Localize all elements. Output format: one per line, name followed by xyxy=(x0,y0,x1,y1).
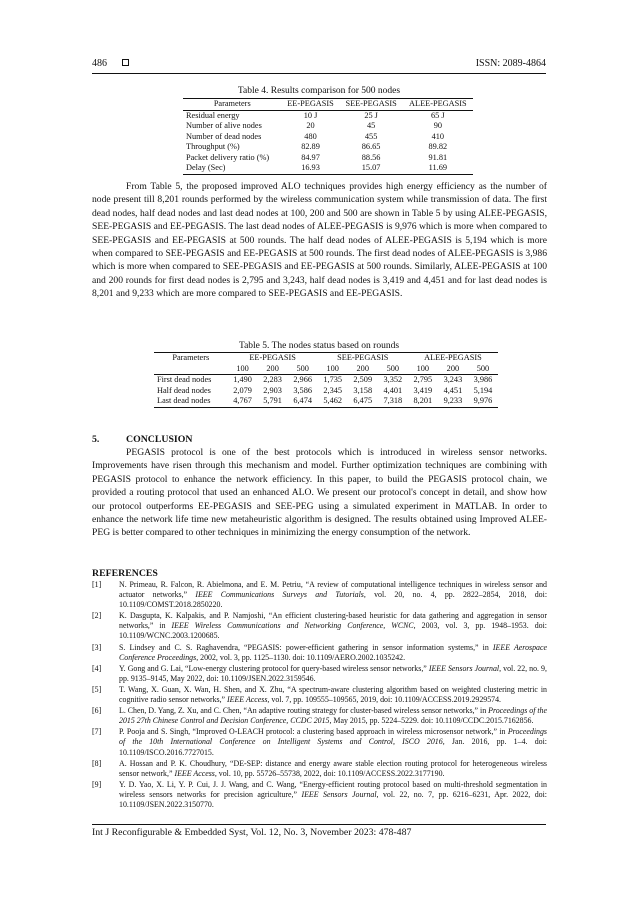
table5-cell: 4,401 xyxy=(383,385,403,395)
table5-cell: 2,509 xyxy=(353,375,373,384)
table5-cell: 2,079 xyxy=(233,385,252,395)
table4-caption: Table 4. Results comparison for 500 nodes xyxy=(237,86,401,96)
reference-text: Y. Gong and G. Lai, “Low-energy clustering protocol for query-based wireless sensor networks,” xyxy=(119,663,429,673)
reference-text: S. Lindsey and C. S. Raghavendra, “PEGASIS: power-efficient gathering in sensor information systems,” in xyxy=(119,642,493,652)
table4-cell: 86.65 xyxy=(361,142,381,151)
reference-text: Y. D. Yao, X. Li, Y. P. Cui, J. J. Wang, and C. Wang, “Energy-efficient routing protocol based on multi-threshold segmentation in wireless sensors networks for precision agriculture,” xyxy=(119,779,547,799)
table5-cell: 5,462 xyxy=(323,396,343,405)
table5-cell: 4,767 xyxy=(233,396,252,405)
reference-text: P. Pooja and S. Singh, “Improved O-LEACH protocol: a clustering based approach in wireless microsensor network,” in xyxy=(119,727,508,737)
reference-item xyxy=(92,685,547,705)
square-box-icon xyxy=(122,59,129,66)
table5-cell: 9,976 xyxy=(473,396,493,405)
table5-group-header: SEE-PEGASIS xyxy=(337,353,389,362)
reference-number: [7] xyxy=(92,727,102,737)
table4-cell: 16.93 xyxy=(301,163,320,172)
table5-cell: 3,352 xyxy=(383,375,403,384)
references-heading: REFERENCES xyxy=(92,568,158,579)
table4-row xyxy=(183,163,473,174)
reference-text: N. Primeau, R. Falcon, R. Abielmona, and E. M. Petriu, “A review of computational intelligence techniques in wireless sensor and actuator networks,” xyxy=(119,580,547,600)
reference-number: [2] xyxy=(92,611,102,621)
table4-cell: 11.69 xyxy=(428,163,448,172)
table4-header-cell: EE-PEGASIS xyxy=(287,99,334,108)
table4-header-cell: ALEE-PEGASIS xyxy=(409,99,467,108)
table5-round-header: 100 xyxy=(236,363,249,373)
running-header xyxy=(92,58,546,72)
reference-venue: IEEE Sensors Journal xyxy=(428,663,500,673)
table5-cell: 3,986 xyxy=(473,375,493,384)
table5-caption: Table 5. The nodes status based on rounds xyxy=(238,341,400,351)
table5-round-header: 500 xyxy=(296,363,309,373)
reference-text: , 2002, vol. 3, pp. 1125–1130. doi: 10.1109/AERO.2002.1035242. xyxy=(196,652,406,662)
reference-venue: Proceedings of the 2015 27th Chinese Control and Decision Conference, CCDC 2015 xyxy=(119,706,547,726)
table5-cell: 5,194 xyxy=(473,385,493,395)
table5-row-label: Last dead nodes xyxy=(157,396,211,405)
table5-row xyxy=(154,375,498,386)
reference-number: [5] xyxy=(92,684,102,694)
table5-group-header: EE-PEGASIS xyxy=(249,353,296,362)
reference-venue: IEEE Wireless Communications and Networking Conference, WCNC xyxy=(171,621,414,631)
table5-round-header: 200 xyxy=(446,363,460,373)
reference-text: , vol. 20, no. 4, pp. 2822–2854, 2018, doi: 10.1109/COMST.2018.2850220. xyxy=(119,590,548,610)
section-heading: 5. CONCLUSION xyxy=(92,434,193,445)
table5-cell: 3,586 xyxy=(293,385,312,395)
table4-row xyxy=(183,142,473,153)
reference-text: A. Hossan and P. K. Choudhury, “DE-SEP: distance and energy aware stable election routing protocol for heterogeneous wireless sensor network,” xyxy=(119,758,547,778)
table4-cell: Residual energy xyxy=(186,110,240,120)
table4-cell: Number of dead nodes xyxy=(186,131,262,141)
table5-cell: 3,419 xyxy=(413,385,433,395)
page-footer: Int J Reconfigurable & Embedded Syst, Vol. 12, No. 3, November 2023: 478-487 xyxy=(92,827,412,838)
reference-text: K. Dasgupta, K. Kalpakis, and P. Namjoshi, “An efficient clustering-based heuristic for data gathering and aggregation in sensor networks,” in xyxy=(119,611,547,631)
table5-round-header: 500 xyxy=(386,363,400,373)
table5-cell: 2,903 xyxy=(263,385,282,395)
reference-item xyxy=(92,759,547,779)
table5-cell: 2,283 xyxy=(263,375,282,384)
table4-cell: 88.56 xyxy=(361,152,381,162)
reference-venue: Proceedings of the 10th International Conference on Intelligent Systems and Control, ISCO 2016 xyxy=(119,727,547,747)
issn: ISSN: 2089-4864 xyxy=(475,58,546,69)
conclusion-text: PEGASIS protocol is one of the best protocols which is introduced in wireless sensor networks. Improvements have risen through this mechanism and model. Further optimization techniques are combining with PEGASIS protocol to enhance the network efficiency. In this paper, to build the PEGASIS protocol chain, we provided a routing protocol that used an enhanced ALO. We present our protocol's concept in detail, and show how our protocol outperforms EE-PEGASIS and SEE-PEG using a simulated experiment in MATLAB. In order to enhance the network life time new metaheuristic algorithm is designed. The results obtained using Improved ALEE-PEG is better compared to other techniques in minimizing the energy consumption of the network. xyxy=(92,447,547,539)
table4-cell: 10 J xyxy=(303,110,318,120)
reference-text: L. Chen, D. Yang, Z. Xu, and C. Chen, “An adaptive routing strategy for cluster-based wireless sensor networks,” in xyxy=(119,706,489,716)
table4-row xyxy=(183,132,473,143)
table5-cell: 1,735 xyxy=(323,375,343,384)
table4-cell: 84.97 xyxy=(301,152,320,162)
reference-text: , Jan. 2016, pp. 1–4. doi: 10.1109/ISCO.2016.7727015. xyxy=(119,737,547,757)
reference-item xyxy=(92,611,547,641)
reference-number: [1] xyxy=(92,580,102,589)
table4-cell: Throughput (%) xyxy=(186,142,240,151)
table4-header-cell: Parameters xyxy=(213,99,251,108)
table5-row xyxy=(154,386,498,397)
table4-header-cell: SEE-PEGASIS xyxy=(345,99,397,108)
table4-cell: Number of alive nodes xyxy=(186,121,262,130)
table5 xyxy=(154,352,498,408)
table4-cell: 65 J xyxy=(431,110,445,120)
reference-item xyxy=(92,727,547,757)
reference-venue: IEEE Sensors Journal xyxy=(301,789,377,799)
reference-venue: IEEE Aerospace Conference Proceedings xyxy=(119,642,547,662)
table4-row xyxy=(183,153,473,164)
table5-param-header: Parameters xyxy=(172,353,210,362)
table5-row-label: First dead nodes xyxy=(157,375,212,384)
reference-venue: IEEE Access xyxy=(227,695,268,705)
reference-venue: IEEE Access xyxy=(174,768,215,778)
reference-text: , vol. 22, no. 9, pp. 9135–9145, May 2022, doi: 10.1109/JSEN.2022.3159546. xyxy=(119,663,547,683)
table4-cell: 82.89 xyxy=(301,142,320,151)
table4-cell: 480 xyxy=(304,131,317,141)
table5-group-row xyxy=(154,353,498,364)
table5-round-header: 500 xyxy=(476,363,490,373)
body-paragraph xyxy=(92,180,547,301)
table5-round-header: 100 xyxy=(416,363,430,373)
table5-row xyxy=(154,396,498,407)
reference-venue: IEEE Communications Surveys and Tutorials xyxy=(195,590,364,600)
reference-number: [3] xyxy=(92,642,102,652)
reference-text: , vol. 7, pp. 109555–109565, 2019, doi: 10.1109/ACCESS.2019.2929574. xyxy=(267,695,502,705)
reference-text: , 2003, vol. 3, pp. 1948–1953. doi: 10.1109/WCNC.2003.1200685. xyxy=(119,621,547,641)
reference-item xyxy=(92,664,547,684)
table4-cell: 90 xyxy=(433,121,442,130)
table5-cell: 6,475 xyxy=(353,396,373,405)
table5-cell: 9,233 xyxy=(443,396,463,405)
references-list xyxy=(92,580,547,811)
table4-cell: Delay (Sec) xyxy=(186,163,226,172)
table4-header-row xyxy=(183,99,473,111)
reference-item xyxy=(92,580,547,610)
table5-cell: 3,158 xyxy=(353,385,373,395)
table4-row xyxy=(183,110,473,121)
table5-cell: 4,451 xyxy=(443,385,463,395)
table4-cell: 455 xyxy=(364,131,378,141)
header-rule xyxy=(92,73,546,74)
table5-cell: 2,795 xyxy=(413,375,433,384)
table4-cell: 89.82 xyxy=(428,142,448,151)
table4-cell: Packet delivery ratio (%) xyxy=(186,152,270,162)
table4-cell: 25 J xyxy=(364,110,378,120)
table5-cell: 8,201 xyxy=(413,396,433,405)
table5-cell: 7,318 xyxy=(383,396,403,405)
reference-number: [6] xyxy=(92,706,102,716)
table5-row-label: Half dead nodes xyxy=(157,385,211,395)
reference-item xyxy=(92,706,547,726)
reference-item xyxy=(92,780,547,810)
table5-round-header: 200 xyxy=(356,363,369,373)
reference-text: T. Wang, X. Guan, X. Wan, H. Shen, and X. Zhu, “A spectrum-aware clustering algorithm based on weighted clustering metric in cognitive radio sensor networks,” xyxy=(119,684,547,705)
reference-item xyxy=(92,643,547,663)
table5-group-header: ALEE-PEGASIS xyxy=(424,353,482,362)
table4-cell: 15.07 xyxy=(361,163,381,172)
table5-cell: 2,966 xyxy=(293,375,312,384)
table4 xyxy=(183,98,473,175)
table5-cell: 2,345 xyxy=(323,385,343,395)
table5-cell: 3,243 xyxy=(443,375,463,384)
paragraph-text: From Table 5, the proposed improved ALO techniques provides high energy efficiency as the number of node present till 8,201 rounds performed by the wireless communication system while transmission of data. The first dead nodes, half dead nodes and last dead nodes at 100, 200 and 500 are shown in Table 5 by using ALEE-PEGASIS, SEE-PEGASIS and EE-PEGASIS. The last dead nodes of ALEE-PEGASIS is 9,976 which is more when compared to SEE-PEGASIS and EE-PEGASIS at 500 rounds. The half dead nodes of ALEE-PEGASIS is 5,194 which is more when compared to SEE-PEGASIS and EE-PEGASIS at 500 rounds. The first dead nodes of ALEE-PEGASIS is 3,986 which is more when compared to SEE-PEGASIS and EE-PEGASIS at 500 rounds. Similarly, ALEE-PEGASIS at 100 and 200 rounds for first dead nodes is 2,795 and 3,243, half dead nodes is 3,419 and 4,451 and for last dead nodes is 8,201 and 9,233 which are more compared to SEE-PEGASIS and EE-PEGASIS. xyxy=(92,181,547,300)
table5-round-header: 200 xyxy=(266,363,279,373)
table5-round-header: 100 xyxy=(326,363,339,373)
table5-cell: 5,791 xyxy=(263,396,282,405)
table4-cell: 20 xyxy=(306,121,315,130)
table4-cell: 91.81 xyxy=(428,152,448,162)
reference-text: , vol. 10, pp. 55726–55738, 2022, doi: 10.1109/ACCESS.2022.3177190. xyxy=(214,768,445,778)
footer-rule xyxy=(92,824,546,825)
page-number: 486 xyxy=(92,58,107,69)
reference-number: [8] xyxy=(92,758,102,768)
table5-cell: 1,490 xyxy=(233,375,252,384)
reference-text: , May 2015, pp. 5224–5229. doi: 10.1109/CCDC.2015.7162856. xyxy=(329,716,534,726)
table4-cell: 45 xyxy=(366,121,376,130)
reference-number: [4] xyxy=(92,663,102,673)
table4-cell: 410 xyxy=(431,131,445,141)
reference-number: [9] xyxy=(92,779,102,789)
table5-cell: 6,474 xyxy=(293,396,312,405)
table4-row xyxy=(183,121,473,132)
conclusion-paragraph xyxy=(92,446,547,540)
reference-text: , vol. 22, no. 7, pp. 6216–6231, Apr. 2022, doi: 10.1109/JSEN.2022.3150770. xyxy=(119,789,547,809)
